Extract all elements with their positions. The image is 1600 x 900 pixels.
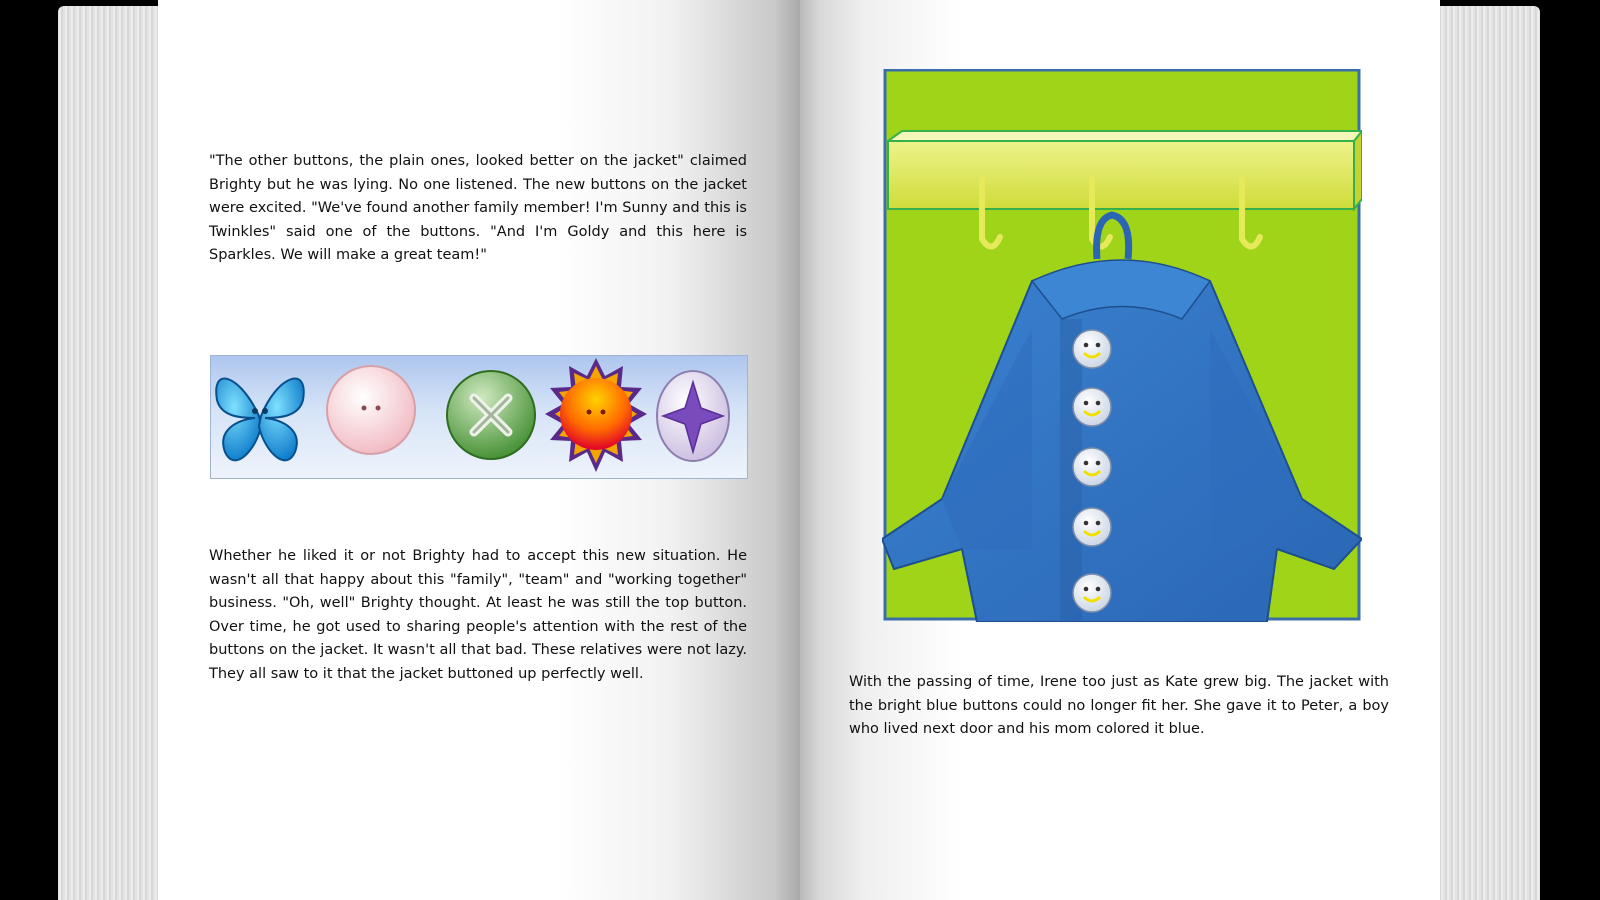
jacket-illustration	[882, 69, 1362, 622]
right-page-stack[interactable]	[1438, 6, 1540, 900]
butterfly-button-icon	[216, 379, 304, 461]
left-page-stack[interactable]	[58, 6, 161, 900]
green-x-button-icon	[447, 371, 535, 459]
story-paragraph-1: "The other buttons, the plain ones, looked better on the jacket" claimed Brighty but he was lying. No one listened. The new buttons on the jacket were excited. "We've found another family member! I'm Sunny and this is Twinkles" said one of the buttons. "And I'm Goldy and this here is Sparkles. We will make a great team!"	[209, 153, 747, 263]
story-paragraph-2: Whether he liked it or not Brighty had to accept this new situation. He wasn't all that happy about this "family", "team" and "working together" business. "Oh, well" Brighty thought. At least he was still the top button. Over time, he got used to sharing people's attention with the rest of the buttons on the jacket. It wasn't all that bad. These relatives were not lazy. They all saw to it that the jacket buttoned up perfectly well.	[209, 548, 747, 682]
left-page[interactable]	[158, 0, 800, 900]
pink-button-icon	[327, 366, 415, 454]
smiley-button-icon	[1073, 574, 1111, 612]
smiley-button-icon	[1073, 330, 1111, 368]
right-page[interactable]	[800, 0, 1440, 900]
star-button-icon	[657, 371, 729, 461]
sun-button-icon	[545, 358, 647, 472]
story-paragraph-3: With the passing of time, Irene too just as Kate grew big. The jacket with the bright blue buttons could no longer fit her. She gave it to Peter, a boy who lived next door and his mom colored it blue.	[849, 674, 1389, 737]
smiley-button-icon	[1073, 448, 1111, 486]
smiley-button-icon	[1073, 388, 1111, 426]
smiley-button-icon	[1073, 508, 1111, 546]
buttons-strip	[210, 355, 748, 479]
